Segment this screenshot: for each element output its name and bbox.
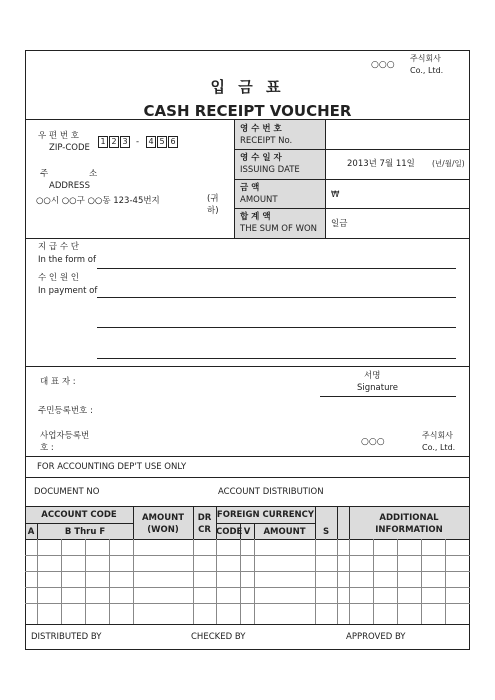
col-a-header: A	[27, 527, 35, 537]
approved-by-label: APPROVED BY	[346, 632, 406, 642]
amount-header: (WON)	[147, 525, 179, 535]
payment-reason-label-kr: 수 인 원 인	[38, 273, 79, 283]
sum-value[interactable]: 일금	[331, 219, 348, 229]
amount-header: AMOUNT	[141, 513, 185, 523]
amount-label-en: AMOUNT	[240, 195, 278, 205]
honorific: (귀	[207, 194, 219, 204]
cr-header: CR	[198, 525, 211, 535]
address-label-kr: 소	[89, 169, 98, 179]
divider	[337, 506, 338, 539]
grid-col-line	[216, 539, 217, 624]
fc-amount-header: AMOUNT	[263, 527, 306, 537]
foreign-currency-header: FOREIGN CURRENCY	[216, 510, 315, 520]
zip-digit: 4	[146, 136, 156, 148]
title-english: CASH RECEIPT VOUCHER	[143, 102, 352, 120]
grid-col-line	[240, 539, 241, 624]
grid-col-line	[421, 539, 422, 624]
grid-row-line	[25, 587, 470, 588]
zip-separator: -	[136, 137, 140, 147]
business-number-label: 호 :	[40, 443, 54, 453]
company-placeholder: ○○○	[371, 60, 395, 70]
grid-row-line	[25, 555, 470, 556]
honorific: 하)	[207, 206, 219, 216]
fill-line	[97, 327, 456, 328]
divider	[25, 523, 133, 524]
grid-col-line	[85, 539, 86, 624]
company-suffix-kr: 주식회사	[422, 431, 453, 440]
address-label-en: ADDRESS	[49, 181, 90, 191]
grid-col-line	[109, 539, 110, 624]
grid-col-line	[337, 539, 338, 624]
address-value: ○○시 ○○구 ○○동 123-45번지	[36, 196, 160, 206]
address-label-kr: 주	[40, 169, 49, 179]
amount-value[interactable]: ₩	[331, 190, 340, 200]
sum-label-en: THE SUM OF WON	[240, 224, 318, 234]
fill-line	[97, 297, 456, 298]
grid-row-line	[25, 571, 470, 572]
payment-reason-label-en: In payment of	[38, 286, 98, 296]
receipt-no-label-en: RECEIPT No.	[240, 136, 293, 146]
divider	[25, 477, 470, 478]
divider	[234, 149, 470, 150]
zip-digit: 3	[120, 136, 130, 148]
issuing-date-value[interactable]: 2013년 7월 11일	[347, 159, 415, 169]
issuing-date-note: (년/월/일)	[432, 159, 465, 168]
fill-line	[97, 358, 456, 359]
grid-col-line	[61, 539, 62, 624]
grid-col-line	[349, 539, 350, 624]
fc-v-header: V	[243, 527, 251, 537]
grid-row-line	[25, 603, 470, 604]
payment-form-label-kr: 지 급 수 단	[38, 242, 79, 252]
divider	[25, 539, 470, 540]
company-suffix-kr: 주식회사	[410, 54, 441, 63]
company-placeholder: ○○○	[361, 437, 385, 447]
receipt-no-label-kr: 영 수 번 호	[240, 124, 282, 134]
issuing-date-label-kr: 영 수 일 자	[240, 153, 282, 163]
grid-col-line	[193, 539, 194, 624]
zip-digit: 1	[98, 136, 108, 148]
account-distribution-label: ACCOUNT DISTRIBUTION	[218, 487, 324, 497]
divider	[25, 238, 470, 239]
business-number-label: 사업자등록번	[40, 431, 90, 441]
issuing-date-label-en: ISSUING DATE	[240, 165, 300, 175]
divider	[25, 366, 470, 367]
divider	[234, 208, 470, 209]
grid-col-line	[315, 539, 316, 624]
col-b-thru-f-header: B Thru F	[64, 527, 106, 537]
fc-code-header: CODE	[216, 527, 243, 537]
company-suffix-en: Co., Ltd.	[410, 66, 444, 75]
signature-label-kr: 서명	[364, 371, 381, 381]
grid-col-line	[133, 539, 134, 624]
dr-header: DR	[197, 513, 212, 523]
representative-label: 대 표 자 :	[40, 377, 76, 387]
divider	[25, 624, 470, 625]
divider	[216, 523, 315, 524]
divider	[25, 456, 470, 457]
signature-label-en: Signature	[357, 383, 399, 393]
distributed-by-label: DISTRIBUTED BY	[31, 632, 102, 642]
checked-by-label: CHECKED BY	[191, 632, 246, 642]
zip-digit: 6	[168, 136, 178, 148]
signature-line	[320, 396, 456, 397]
grid-col-line	[373, 539, 374, 624]
zip-digit: 5	[157, 136, 167, 148]
sum-label-kr: 합 계 액	[240, 212, 271, 222]
grid-col-line	[397, 539, 398, 624]
accounting-header: FOR ACCOUNTING DEP'T USE ONLY	[37, 462, 187, 472]
additional-info-header: INFORMATION	[375, 525, 443, 535]
grid-col-line	[37, 539, 38, 624]
payment-form-label-en: In the form of	[38, 255, 96, 265]
resident-number-label: 주민등록번호 :	[38, 406, 93, 416]
title-korean: 입 금 표	[210, 78, 285, 96]
zip-label-en: ZIP-CODE	[49, 143, 90, 153]
fill-line	[97, 268, 456, 269]
divider	[234, 179, 470, 180]
amount-label-kr: 금 액	[240, 183, 260, 193]
col-s-header: S	[322, 527, 330, 537]
company-suffix-en: Co., Ltd.	[422, 443, 456, 452]
zip-digit: 2	[109, 136, 119, 148]
grid-col-line	[445, 539, 446, 624]
zip-label-kr: 우 편 번 호	[38, 131, 79, 141]
account-code-header: ACCOUNT CODE	[41, 510, 117, 520]
additional-info-header: ADDITIONAL	[379, 513, 439, 523]
grid-col-line	[254, 539, 255, 624]
document-no-label: DOCUMENT NO	[34, 487, 100, 497]
